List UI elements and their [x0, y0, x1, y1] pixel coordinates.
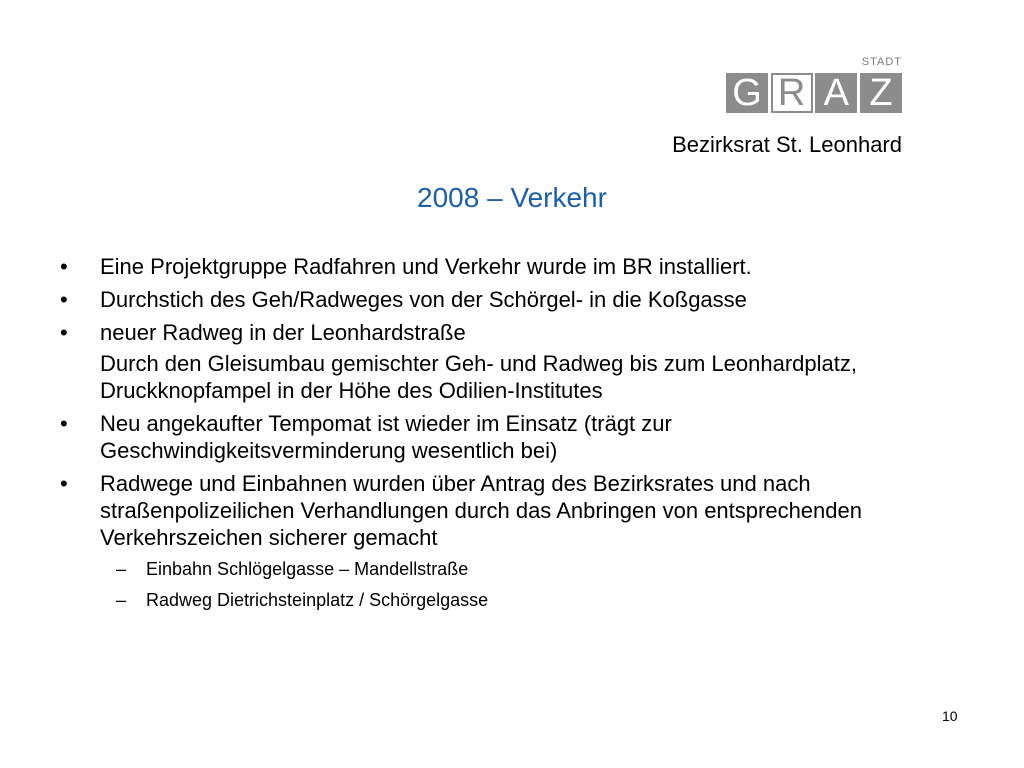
- logo-letter-r: R: [771, 73, 813, 113]
- logo-letter-g: G: [726, 73, 768, 113]
- bullet-marker: •: [60, 287, 68, 312]
- bullet-continuation: [60, 350, 965, 404]
- bullet-marker: •: [60, 411, 68, 436]
- bullet-item: [60, 319, 965, 346]
- logo-letter-z: Z: [860, 73, 902, 113]
- sub-bullet-text: Radweg Dietrichsteinplatz / Schörgelgasse: [146, 590, 489, 610]
- logo-letter-a: A: [815, 73, 857, 113]
- slide-title: 2008 – Verkehr: [417, 182, 607, 213]
- bullet-text: Durchstich des Geh/Radweges von der Schörgel- in die Koßgasse: [100, 287, 747, 312]
- dash-marker: –: [116, 559, 127, 579]
- bullet-text: Radwege und Einbahnen wurden über Antrag des Bezirksrates und nach straßenpolizeilichen Verhandlungen durch das Anbringen von entsprechenden Verkehrszeichen sicherer gemacht: [100, 471, 862, 550]
- bullet-item: [60, 470, 965, 551]
- page-number: 10: [942, 708, 958, 724]
- sub-bullet-item: [60, 588, 965, 612]
- bullet-text: neuer Radweg in der Leonhardstraße: [100, 320, 466, 345]
- slide-subtitle: Bezirksrat St. Leonhard: [672, 132, 902, 157]
- bullet-text: Neu angekaufter Tempomat ist wieder im Einsatz (trägt zur Geschwindigkeitsverminderung wesentlich bei): [100, 411, 672, 463]
- bullet-text: Eine Projektgruppe Radfahren und Verkehr wurde im BR installiert.: [100, 254, 752, 279]
- graz-logo: [726, 56, 902, 116]
- bullet-text: Durch den Gleisumbau gemischter Geh- und Radweg bis zum Leonhardplatz, Druckknopfampel in der Höhe des Odilien-Institutes: [100, 351, 857, 403]
- slide-content: [60, 253, 965, 619]
- logo-stadt-label: STADT: [861, 56, 902, 68]
- dash-marker: –: [116, 590, 127, 610]
- bullet-marker: •: [60, 254, 68, 279]
- bullet-marker: •: [60, 320, 68, 345]
- bullet-item: [60, 253, 965, 280]
- sub-bullet-text: Einbahn Schlögelgasse – Mandellstraße: [146, 559, 469, 579]
- bullet-item: [60, 410, 965, 464]
- bullet-marker: •: [60, 471, 68, 496]
- logo-letters: [726, 73, 902, 113]
- bullet-item: [60, 286, 965, 313]
- sub-bullet-item: [60, 557, 965, 581]
